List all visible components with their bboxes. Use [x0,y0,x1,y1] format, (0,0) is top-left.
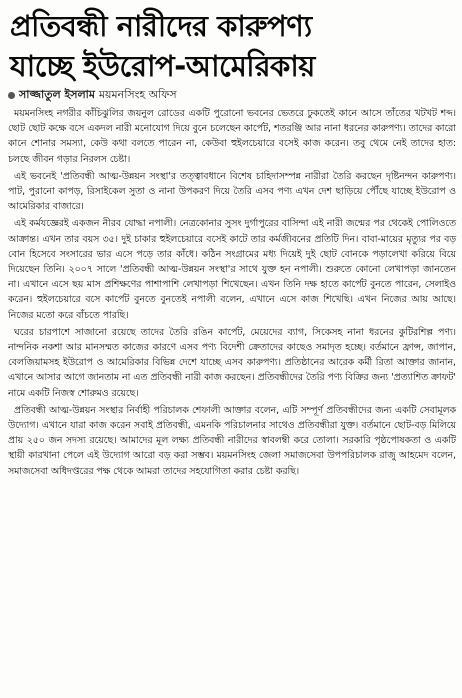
byline [8,88,462,102]
author-name: সাজ্জাতুল ইসলাম [19,88,95,101]
headline [0,0,462,86]
article-body [0,106,462,479]
paragraph: এই ভবনেই 'প্রতিবন্ধী আত্ম-উন্নয়ন সংস্থা'র তত্ত্বাবধানে বিশেষ চাহিদাসম্পন্ন নারীরা তৈরি করছেন দৃষ্টিনন্দন কারুপণ্য। পাট, পুরানো কাপড়, রিসাইকেল সুতা ও নানা উপকরণ দিয়ে তৈরি এসব পণ্য এখন দেশ ছাড়িয়ে পৌঁছে যাচ্ছে ইউরোপ ও আমেরিকার বাজারে। [8,170,456,213]
paragraph: প্রতিবন্ধী আত্ম-উন্নয়ন সংস্থার নির্বাহী পরিচালক শেফালী আক্তার বলেন, এটি সম্পূর্ণ প্রতিবন্ধীদের জন্য একটি সেবামূলক উদ্যোগ। এখানে যারা কাজ করেন সবাই প্রতিবন্ধী, এমনকি পরিচালনার সাথেও প্রতিবন্ধীরা যুক্ত। বর্তমানে ছোট-বড় মিলিয়ে প্রায় ২৫০ জন সদস্য রয়েছে। আমাদের মূল লক্ষ্য প্রতিবন্ধী নারীদের স্বাবলম্বী করে তোলা। সরকারি পৃষ্ঠপোষকতা ও একটি স্থায়ী কারখানা পেলে এই উদ্যোগ আরো বড় করা সম্ভব। ময়মনসিংহ জেলা সমাজসেবা উপপরিচালক রাজু আহমেদ বলেন, সমাজসেবা অধিদপ্তরের পক্ষ থেকে আমরা তাদের সহযোগিতা করার চেষ্টা করছি। [8,404,456,477]
bullet-icon [8,92,15,99]
headline-line-1: প্রতিবন্ধী নারীদের কারুপণ্য [10,9,312,43]
office-name: ময়মনসিংহ অফিস [98,88,177,101]
headline-line-2: যাচ্ছে ইউরোপ-আমেরিকায় [10,49,315,83]
paragraph: ময়মনসিংহ নগরীর কাঁচিঝুলির জয়নুল রোডের একটি পুরোনো ভবনের ভেতরে ঢুকতেই কানে আসে তাঁতের খটখট শব্দ। ছোট ছোট কক্ষে বসে একদল নারী মনোযোগ দিয়ে বুনে চলেছেন কার্পেট, শতরঞ্জি আর নানা ধরনের কারুপণ্য। তাদের কারো কানে শোনার সমস্যা, কেউ কথা বলতে পারেন না, কেউবা হুইলচেয়ারে বসেই কাজ করেন। তবু থেমে নেই তাদের হাত: চলছে জীবন গড়ার নিরলস চেষ্টা। [8,108,456,165]
paragraph: ঘরের চারপাশে সাজানো রয়েছে তাদের তৈরি রঙিন কার্পেট, মেয়েদের ব্যাগ, সিকেসহ নানা ধরনের কুটিরশিল্প পণ্য। নান্দনিক নকশা আর মানসম্মত কাজের কারণে এসব পণ্য বিদেশী ক্রেতাদের কাছেও সমাদৃত হচ্ছে। বর্তমানে ফ্রান্স, জাপান, বেলজিয়ামসহ ইউরোপ ও আমেরিকার বিভিন্ন দেশে যাচ্ছে এসব কারুপণ্য। প্রতিষ্ঠানের আরেক কর্মী রিতা আক্তার জানান, এখানে আসার আগে জানতাম না এত প্রতিবন্ধী নারী কাজ করছেন। প্রতিবন্ধীদের তৈরি পণ্য বিক্রির জন্য 'প্রত্যাশিত ক্রাফট' নামে একটি নিজস্ব শোরুমও রয়েছে। [8,326,456,399]
paragraph: এই কর্মযজ্ঞেরই একজন নীরব যোদ্ধা নপালী। নেত্রকোনার সুসং দুর্গাপুরের বাসিন্দা এই নারী জন্মের পর থেকেই পোলিওতে আক্রান্ত। এখন তার বয়স ৩৫। দুই চাকার হুইলচেয়ারে বসেই কাটে তার কর্মজীবনের প্রতিটি দিন। বাবা-মায়ের মৃত্যুর পর বড় বোন হিসেবে সংসারের ভার এসে পড়ে তার কাঁধে। কঠিন সংগ্রামের মধ্য দিয়েই দুই ছোট বোনকে পড়ালেখা করিয়ে বিয়ে দিয়েছেন তিনি। ২০০৭ সালে 'প্রতিবন্ধী আত্ম-উন্নয়ন সংস্থা'র সাথে যুক্ত হন নপালী। শুরুতে কোনো লেখাপড়া জানতেন না। এখানে এসে ছয় মাস প্রশিক্ষণের পাশাপাশি লেখাপড়া শিখেছেন। এখন তিনি দক্ষ হাতে কার্পেট বুনতে পারেন, সেলাইও করেন। হুইলচেয়ারে বসে কার্পেট বুনতে বুনতেই নপালী বলেন, এখানে এসে কাজ শিখেছি। এখন নিজের আয় আছে। নিজের মতো করে বাঁচতে পারছি। [8,218,456,321]
